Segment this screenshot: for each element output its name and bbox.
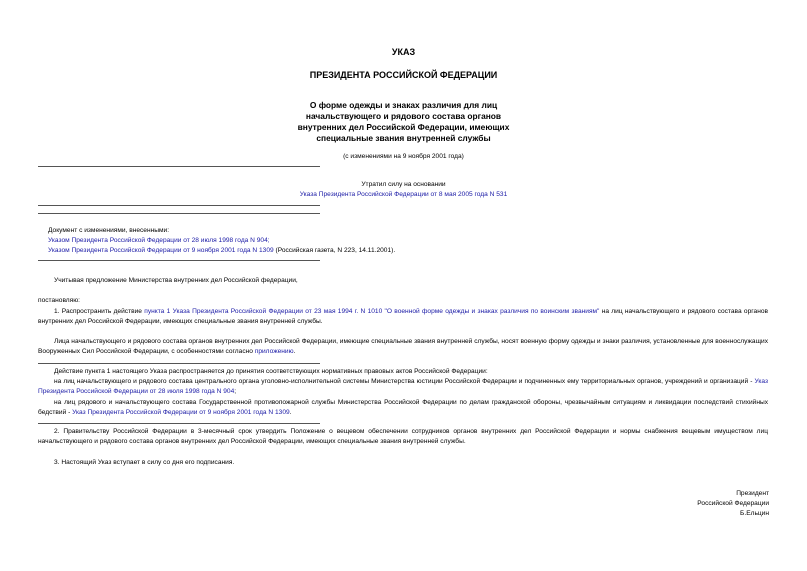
heading-line: внутренних дел Российской Федерации, имеющих: [297, 122, 510, 132]
paragraph-4: [38, 377, 768, 397]
heading-line: специальные звания внутренней службы: [316, 133, 491, 143]
p4-text-end: ;: [234, 388, 237, 395]
p1-text-end: на лиц начальствующего и рядового состава органов внутренних дел Российской Федерации, имеющих специальные звания внутренней службы.: [38, 308, 769, 325]
paragraph-3: Действие пункта 1 настоящего Указа распространяется до принятия соответствующих нормативных правовых актов Российской Федерации:: [54, 368, 488, 375]
changes-note: (с изменениями на 9 ноября 2001 года): [343, 153, 464, 160]
signature-title: Президент: [736, 490, 769, 497]
p5-text-end: .: [289, 409, 292, 416]
p5-link[interactable]: Указ Президента Российской Федерации от 9 ноября 2001 года N 1309: [72, 409, 290, 416]
amended-source: (Российская газета, N 223, 14.11.2001).: [273, 247, 396, 254]
heading-line: начальствующего и рядового состава органов: [305, 111, 502, 121]
paragraph-1: [38, 307, 768, 327]
divider: [38, 213, 320, 214]
amended-link-1998[interactable]: Указом Президента Российской Федерации от 28 июля 1998 года N 904;: [48, 237, 270, 244]
paragraph-5: [38, 398, 768, 418]
p2-text-end: .: [293, 348, 296, 355]
p5-text: на лиц рядового и начальствующего состава Государственной противопожарной службы Министерства Российской Федерации по делам гражданской обороны, чрезвычайным ситуациям и ликвидации последствий стихийных бедствий -: [38, 399, 768, 416]
signature-block: [697, 489, 769, 519]
divider: [38, 260, 320, 261]
paragraph-6: 2. Правительству Российской Федерации в 3-месячный срок утвердить Положение о вещевом обеспечении сотрудников органов внутренних дел Российской Федерации и нормы снабжения вещевым имуществом лиц начальствующего и рядового состава органов внутренних дел Российской Федерации, имеющих специальные звания внутренней службы.: [38, 428, 768, 445]
signature-name: Б.Ельцин: [740, 510, 769, 517]
divider: [38, 363, 320, 364]
p2-text: Лица начальствующего и рядового состава органов внутренних дел Российской Федерации, имеющие специальные звания внутренней службы, носят военную форму одежды и знаки различия, установленные для военнослужащих Вооруженных Сил Российской Федерации, с особенностями согласно: [38, 338, 768, 355]
paragraph-7: 3. Настоящий Указ вступает в силу со дня его подписания.: [54, 459, 235, 466]
divider: [38, 423, 320, 424]
amended-line-2001: [48, 246, 778, 256]
signature-country: Российской Федерации: [697, 500, 769, 507]
intro-paragraph: Учитывая предложение Министерства внутренних дел Российской федерации,: [54, 277, 298, 284]
expired-text: Утратил силу на основании: [361, 181, 446, 188]
amended-intro: Документ с изменениями, внесенными:: [48, 227, 170, 234]
decree-word: постановляю:: [38, 297, 81, 304]
amended-link-2001[interactable]: Указом Президента Российской Федерации от 9 ноября 2001 года N 1309: [48, 247, 274, 254]
doc-title: УКАЗ: [391, 47, 416, 57]
p4-link[interactable]: Указ Президента Российской Федерации от 28 июля 1998 года N 904: [38, 378, 768, 395]
appendix-link[interactable]: приложению: [254, 348, 294, 355]
doc-heading: [0, 100, 807, 144]
doc-title-president: ПРЕЗИДЕНТА РОССИЙСКОЙ ФЕДЕРАЦИИ: [309, 70, 498, 80]
p1-link[interactable]: пункта 1 Указа Президента Российской Федерации от 23 мая 1994 г. N 1010 "О военной форме одежды и знаках различия по воинским званиям": [144, 308, 600, 315]
heading-line: О форме одежды и знаках различия для лиц: [309, 100, 498, 110]
paragraph-2: [38, 337, 768, 357]
p4-text: на лиц начальствующего и рядового состава центрального органа уголовно-исполнительной системы Министерства юстиции Российской Федерации и подчиненных ему территориальных органов, учреждений и организаций -: [54, 378, 755, 385]
p1-text: 1. Распространить действие: [54, 308, 145, 315]
expired-link[interactable]: Указа Президента Российской Федерации от 8 мая 2005 года N 531: [299, 191, 508, 198]
divider: [38, 205, 320, 206]
divider: [38, 166, 320, 167]
